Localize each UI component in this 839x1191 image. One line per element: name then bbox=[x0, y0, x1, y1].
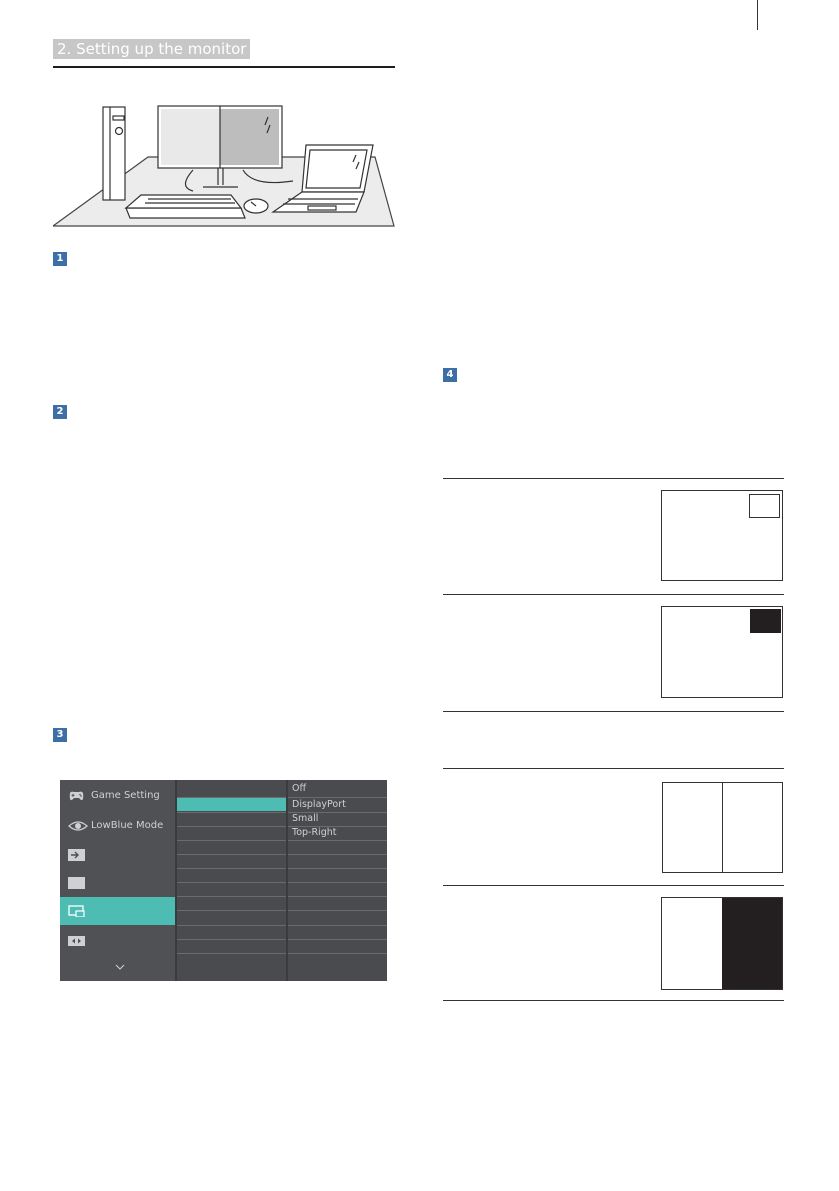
osd-menu bbox=[60, 780, 387, 981]
pip-diagram-main bbox=[661, 490, 783, 581]
osd-item-audio[interactable] bbox=[60, 928, 175, 956]
step-badge-3: 3 bbox=[53, 728, 67, 742]
gamepad-icon bbox=[68, 790, 85, 802]
picture-icon bbox=[68, 877, 85, 889]
osd-submenu-highlight[interactable] bbox=[177, 798, 286, 811]
pbp-diagram-main bbox=[662, 782, 783, 873]
osd-item-game-setting[interactable] bbox=[60, 783, 175, 811]
pip-subwindow-active bbox=[750, 609, 781, 633]
page-edge-line bbox=[757, 0, 758, 30]
table-rule bbox=[443, 711, 784, 712]
eye-icon bbox=[68, 820, 88, 832]
table-rule bbox=[443, 478, 784, 479]
osd-item-label: LowBlue Mode bbox=[91, 820, 164, 831]
pip-diagram-swap bbox=[661, 606, 783, 698]
osd-item-input[interactable] bbox=[60, 842, 175, 870]
osd-item-pip-pbp[interactable] bbox=[60, 897, 175, 925]
osd-main-menu bbox=[60, 780, 175, 981]
title-rule bbox=[53, 66, 395, 68]
osd-option-off[interactable]: Off bbox=[292, 783, 307, 794]
pbp-divider bbox=[722, 783, 723, 872]
pip-subwindow bbox=[749, 494, 780, 518]
input-icon bbox=[68, 849, 85, 861]
osd-option-small[interactable]: Small bbox=[292, 813, 319, 824]
osd-item-lowblue-mode[interactable] bbox=[60, 813, 175, 841]
step-badge-2: 2 bbox=[53, 405, 67, 419]
osd-submenu bbox=[177, 780, 286, 981]
pip-pbp-icon bbox=[68, 905, 85, 917]
audio-icon bbox=[68, 935, 85, 947]
table-rule bbox=[443, 594, 784, 595]
table-rule bbox=[443, 885, 784, 886]
table-rule bbox=[443, 768, 784, 769]
osd-option-displayport[interactable]: DisplayPort bbox=[292, 799, 346, 810]
desk-setup-illustration bbox=[53, 95, 398, 230]
table-rule bbox=[443, 1000, 784, 1001]
osd-item-label: Game Setting bbox=[91, 790, 160, 801]
pbp-diagram-swap bbox=[661, 897, 783, 990]
osd-item-picture[interactable] bbox=[60, 870, 175, 898]
step-badge-1: 1 bbox=[53, 252, 67, 266]
chevron-down-icon[interactable] bbox=[115, 964, 125, 970]
pbp-right-active bbox=[722, 898, 782, 989]
page-title: 2. Setting up the monitor bbox=[53, 39, 250, 59]
osd-option-top-right[interactable]: Top-Right bbox=[292, 827, 337, 838]
osd-options bbox=[288, 780, 387, 981]
step-badge-4: 4 bbox=[443, 368, 457, 382]
